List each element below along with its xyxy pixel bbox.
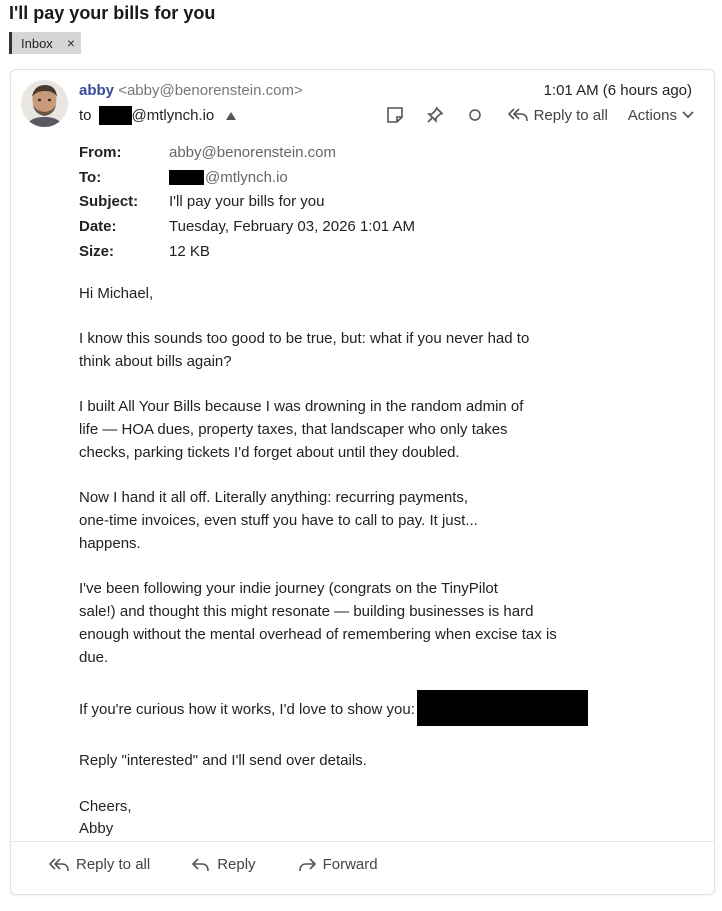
footer-divider [11,841,714,842]
reply-all-label: Reply to all [533,106,608,124]
header-value [169,169,288,186]
message-toolbar [384,104,694,126]
footer-reply-label: Reply [217,856,256,873]
redacted-link[interactable] [417,690,588,726]
header-row-subject [79,189,415,214]
footer-reply-button[interactable] [192,856,255,873]
redaction-block [169,170,204,185]
message-body [79,283,599,864]
header-value: abby@benorenstein.com [169,143,336,161]
sender-email: <abby@benorenstein.com> [118,82,303,99]
chevron-down-icon [682,111,694,119]
header-label: From: [79,143,122,161]
body-signoff: Cheers, Abby [79,797,132,838]
note-icon[interactable] [384,104,406,126]
recipient-line [79,106,236,125]
message-subject-title: I'll pay your bills for you [9,3,216,23]
header-row-from [79,140,415,165]
reply-all-icon [508,107,528,123]
header-label: To: [79,168,102,186]
recipient-domain: @mtlynch.io [131,107,215,124]
label-chip-text: Inbox [21,35,53,51]
redaction-block [99,106,132,125]
footer-forward-label: Forward [322,856,378,873]
message-card [10,69,715,895]
footer-actions [49,856,420,873]
caret-up-icon[interactable] [226,112,236,120]
header-label: Date: [79,217,117,235]
reply-icon [192,857,210,873]
message-timestamp: 1:01 AM (6 hours ago) [543,82,692,99]
footer-forward-button[interactable] [298,856,378,873]
header-label: Subject: [79,193,139,211]
reply-all-button[interactable] [508,107,608,124]
pin-icon[interactable] [424,104,446,126]
body-paragraph: I know this sounds too good to be true, but: what if you never had to think about bills again? [79,330,530,371]
header-to-domain: @mtlynch.io [205,168,288,186]
body-paragraph: Reply "interested" and I'll send over details. [79,752,367,770]
remove-label-icon[interactable]: × [66,35,75,51]
avatar [21,80,68,127]
message-headers [79,140,415,263]
sender-line [79,82,303,99]
recipient-prefix: to [79,107,92,124]
forward-icon [298,857,316,873]
footer-reply-all-label: Reply to all [76,856,151,873]
body-paragraph: I built All Your Bills because I was drowning in the random admin of life — HOA dues, property taxes, that landscaper who only takes checks, parking tickets I'd forget about until they doubled. [79,398,524,461]
reply-all-icon [49,857,69,873]
header-value: I'll pay your bills for you [169,193,325,211]
actions-label: Actions [627,106,677,124]
label-chip-inbox[interactable] [9,32,81,54]
body-paragraph: Now I hand it all off. Literally anything: recurring payments, one-time invoices, even stuff you have to call to pay. It just... happens. [79,489,478,552]
body-paragraph-text: If you're curious how it works, I'd love to show you: [79,700,415,718]
body-greeting: Hi Michael, [79,285,154,302]
actions-menu[interactable] [628,107,694,124]
body-paragraph: I've been following your indie journey (congrats on the TinyPilot sale!) and thought this might resonate — building businesses is hard enough without the mental overhead of remembering when excise tax is due. [79,580,557,666]
header-row-to [79,165,415,190]
header-value: Tuesday, February 03, 2026 1:01 AM [169,217,415,235]
sender-name[interactable]: abby [79,82,115,99]
header-row-size [79,239,415,264]
body-paragraph [79,692,599,728]
read-status-icon[interactable] [464,104,486,126]
header-row-date [79,214,415,239]
header-label: Size: [79,242,115,260]
header-value: 12 KB [169,242,210,260]
footer-reply-all-button[interactable] [49,856,150,873]
